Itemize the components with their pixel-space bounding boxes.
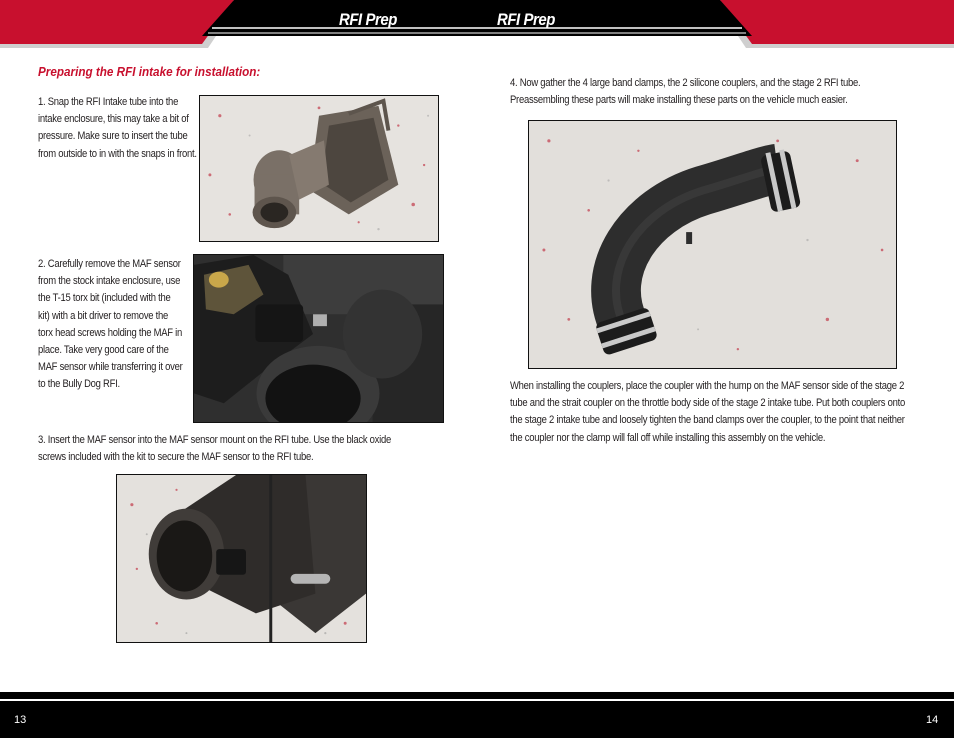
step-1-body: 1. Snap the RFI Intake tube into the intake enclosure, this may take a bit of pressure. Make sure to insert the tube from outside to in with the snaps in front. <box>38 96 197 160</box>
footer-rule <box>0 699 954 701</box>
photo-maf-sensor-install <box>116 474 367 643</box>
step-4-body: 4. Now gather the 4 large band clamps, the 2 silicone couplers, and the stage 2 RFI tube. Preassembling these parts will make installing these parts on the vehicle much easier. <box>510 77 861 107</box>
step-3-body: 3. Insert the MAF sensor into the MAF sensor mount on the RFI tube. Use the black oxide screws included with the kit to secure the MAF sensor to the RFI tube. <box>38 434 391 464</box>
photo-stage2-tube-assembly <box>528 120 897 369</box>
coupler-note-text <box>510 378 954 447</box>
header-band-graphic <box>0 0 954 52</box>
photo-maf-sensor-removal <box>193 254 444 423</box>
step-4-text <box>510 75 950 109</box>
photo-intake-enclosure <box>199 95 439 242</box>
right-page-title: RFI Prep <box>497 10 555 29</box>
step-2-text <box>38 256 208 394</box>
right-page-number: 14 <box>926 714 939 726</box>
step-3-text <box>38 432 468 466</box>
page-header <box>0 0 954 52</box>
step-1-text <box>38 94 224 163</box>
left-page-title: RFI Prep <box>339 10 397 29</box>
left-page-number: 13 <box>14 714 27 726</box>
coupler-note-body: When installing the couplers, place the coupler with the hump on the MAF sensor side of the stage 2 tube and the strait coupler on the throttle body side of the stage 2 intake tube. Put both couplers onto the stage 2 intake tube and loosely tighten the band clamps over the coupler, to the point that neither the coupler nor the clamp will fall off while installing this assembly on the vehicle. <box>510 380 905 444</box>
step-2-body: 2. Carefully remove the MAF sensor from the stock intake enclosure, use the T-15 torx bit (included with the kit) with a bit driver to remove the torx head screws holding the MAF in place. Take very good care of the MAF sensor while transferring it over to the Bully Dog RFI. <box>38 258 183 391</box>
section-heading: Preparing the RFI intake for installation: <box>38 64 261 79</box>
page-footer <box>0 692 954 738</box>
